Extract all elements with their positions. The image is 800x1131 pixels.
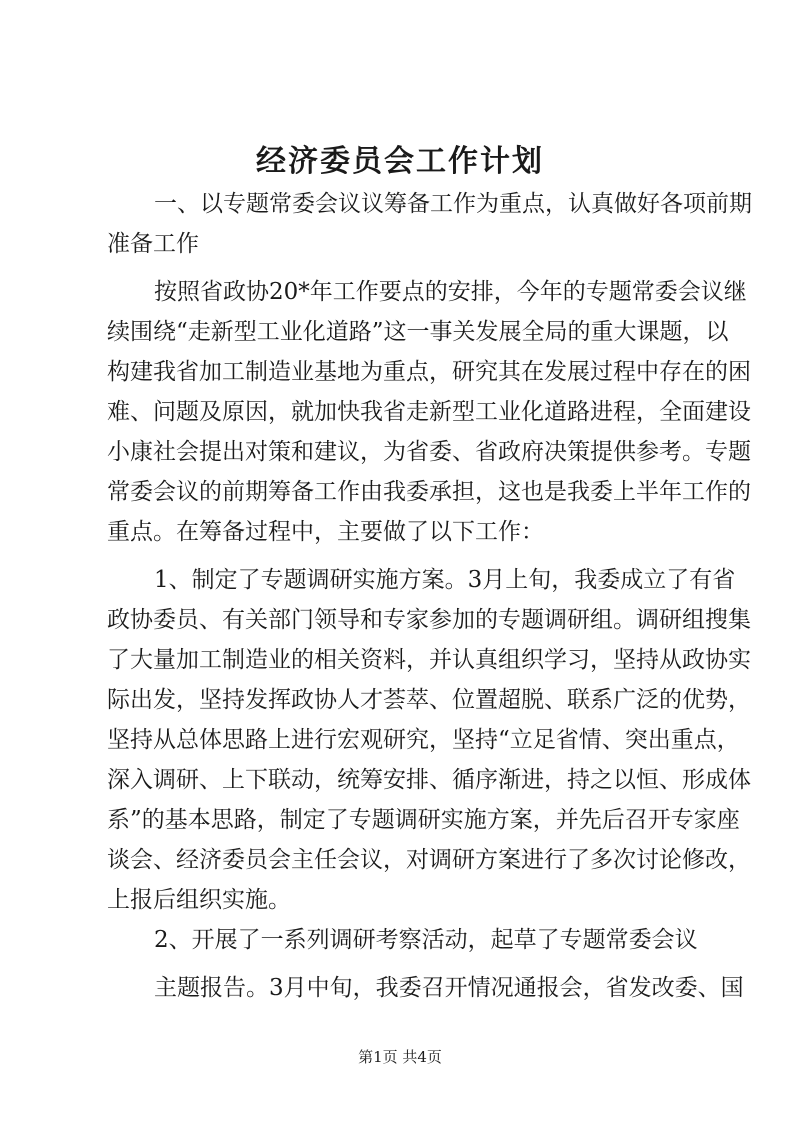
paragraph-line: 深入调研、上下联动，统筹安排、循序渐进，持之以恒、形成体 [107,767,751,793]
paragraph-line: 2、开展了一系列调研考察活动，起草了专题常委会议 [154,927,698,953]
paragraph-line: 谈会、经济委员会主任会议，对调研方案进行了多次讨论修改， [107,847,751,873]
paragraph-line: 上报后组织实施。 [107,887,291,913]
paragraph-line: 际出发，坚持发挥政协人才荟萃、位置超脱、联系广泛的优势， [107,687,751,713]
page-number-footer: 第1页 共4页 [358,1048,442,1066]
paragraph-line: 重点。在筹备过程中，主要做了以下工作： [107,519,544,545]
paragraph-line: 坚持从总体思路上进行宏观研究，坚持“立足省情、突出重点， [107,727,740,753]
paragraph-line: 构建我省加工制造业基地为重点，研究其在发展过程中存在的困 [107,359,751,385]
page-title: 经济委员会工作计划 [256,144,544,179]
paragraph-line: 难、问题及原因，就加快我省走新型工业化道路进程，全面建设 [107,399,751,425]
section-heading-line-2: 准备工作 [107,231,199,257]
section-heading-line-1: 一、以专题常委会议议筹备工作为重点，认真做好各项前期 [154,191,752,217]
paragraph-line: 续围绕“走新型工业化道路”这一事关发展全局的重大课题，以 [107,319,729,345]
paragraph-line: 了大量加工制造业的相关资料，并认真组织学习，坚持从政协实 [107,647,751,673]
paragraph-line: 政协委员、有关部门领导和专家参加的专题调研组。调研组搜集 [107,607,751,633]
paragraph-line: 系”的基本思路，制定了专题调研实施方案，并先后召开专家座 [107,807,740,833]
paragraph-line: 主题报告。3月中旬，我委召开情况通报会，省发改委、国 [154,975,744,1001]
paragraph-line: 按照省政协20*年工作要点的安排，今年的专题常委会议继 [154,279,747,305]
paragraph-line: 1、制定了专题调研实施方案。3月上旬，我委成立了有省 [154,567,736,593]
paragraph-line: 小康社会提出对策和建议，为省委、省政府决策提供参考。专题 [107,439,751,465]
paragraph-line: 常委会议的前期筹备工作由我委承担，这也是我委上半年工作的 [107,479,751,505]
